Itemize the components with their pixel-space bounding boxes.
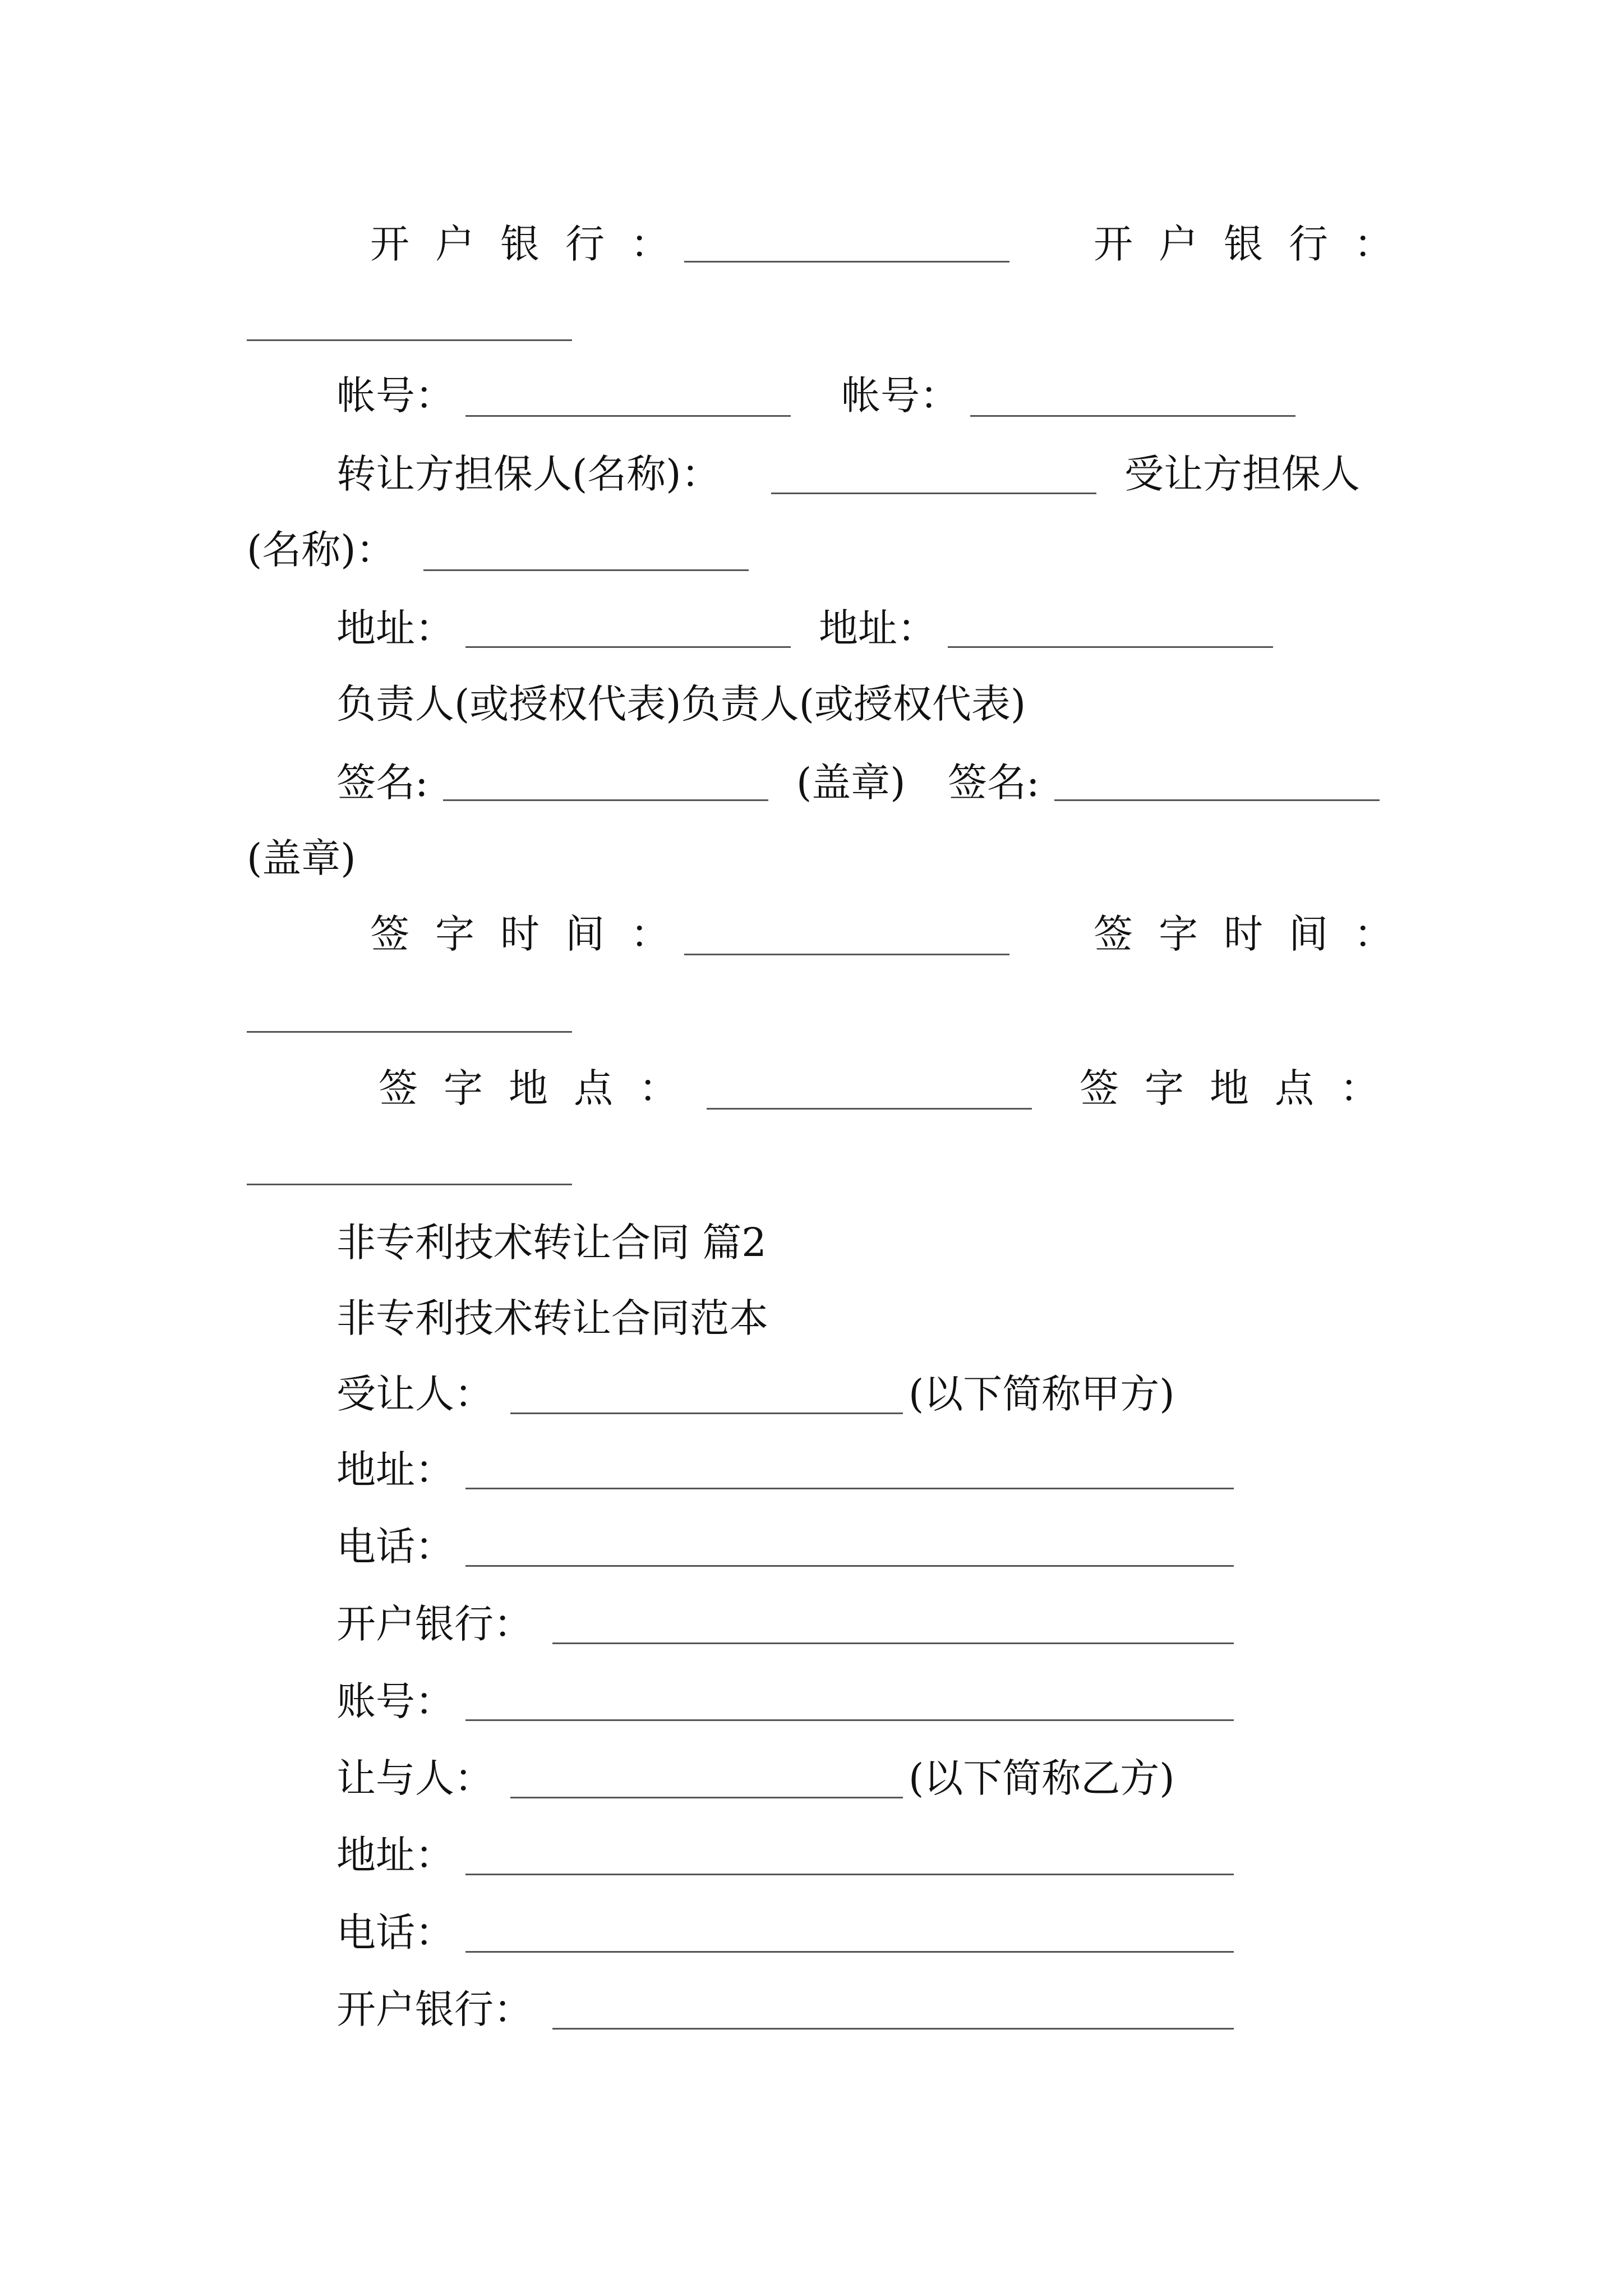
assignee-phone-label: 电话： (336, 1524, 454, 1570)
guarantor-blank-transferor[interactable] (771, 493, 1096, 494)
guarantor-label-transferee: 受让方担保人 (1124, 451, 1360, 497)
sign-time-label-transferee: 签字时间： (1094, 911, 1419, 957)
guarantor-blank-transferee[interactable] (423, 569, 749, 571)
bank-label-transferor: 开户银行： (370, 221, 695, 267)
address-label-transferee: 地址： (819, 605, 937, 651)
address-blank-transferee[interactable] (948, 646, 1273, 648)
signature-blank-transferee[interactable] (1054, 799, 1380, 801)
sign-place-label-transferee: 签字地点： (1080, 1065, 1405, 1111)
assignor-blank[interactable] (510, 1797, 903, 1798)
signature-label-transferee: 签名: (948, 760, 1040, 806)
assignor-bank-blank[interactable] (552, 2028, 1234, 2030)
assignee-address-label: 地址： (336, 1447, 454, 1493)
bank-label-transferee: 开户银行： (1094, 221, 1419, 267)
guarantor-label-transferor: 转让方担保人(名称)： (336, 451, 721, 497)
assignee-note: (以下简称甲方) (909, 1371, 1175, 1417)
assignee-label: 受让人： (336, 1371, 494, 1417)
assignor-bank-label: 开户银行： (336, 1986, 533, 2032)
assignee-bank-blank[interactable] (552, 1642, 1234, 1644)
assignee-blank[interactable] (510, 1412, 903, 1414)
signature-blank-transferor[interactable] (443, 799, 768, 801)
assignor-note: (以下简称乙方) (909, 1755, 1175, 1801)
account-label-transferor: 帐号： (336, 372, 454, 418)
seal-label-transferee: (盖章) (247, 835, 356, 881)
address-blank-transferor[interactable] (465, 646, 791, 648)
signature-label-transferor: 签名: (336, 760, 428, 806)
assignee-address-blank[interactable] (465, 1488, 1234, 1489)
sign-place-blank-transferor[interactable] (707, 1108, 1032, 1110)
responsible-person-label: 负责人(或授权代表)负责人(或授权代表) (336, 681, 1026, 727)
sign-time-blank-transferee[interactable] (247, 1031, 572, 1033)
bank-blank-transferee[interactable] (247, 339, 572, 341)
account-label-transferee: 帐号： (841, 372, 959, 418)
seal-label-transferor: (盖章) (796, 760, 906, 806)
section-heading: 非专利技术转让合同 篇2 (336, 1220, 767, 1266)
assignor-address-blank[interactable] (465, 1874, 1234, 1875)
sign-place-blank-transferee[interactable] (247, 1184, 572, 1185)
assignor-label: 让与人： (336, 1755, 494, 1801)
bank-blank-transferor[interactable] (684, 261, 1009, 263)
assignor-phone-label: 电话： (336, 1910, 454, 1955)
assignee-bank-label: 开户银行： (336, 1601, 533, 1647)
assignee-account-blank[interactable] (465, 1719, 1234, 1721)
assignee-phone-blank[interactable] (465, 1565, 1234, 1567)
account-blank-transferee[interactable] (970, 415, 1295, 417)
sign-place-label-transferor: 签字地点： (379, 1065, 704, 1111)
sign-time-label-transferor: 签字时间： (370, 911, 695, 957)
account-blank-transferor[interactable] (465, 415, 791, 417)
contract-template-title: 非专利技术转让合同范本 (336, 1295, 768, 1341)
address-label-transferor: 地址： (336, 605, 454, 651)
assignee-account-label: 账号： (336, 1678, 454, 1724)
guarantor-label-transferee-cont: (名称)： (247, 527, 395, 573)
sign-time-blank-transferor[interactable] (684, 954, 1009, 955)
assignor-address-label: 地址： (336, 1832, 454, 1878)
assignor-phone-blank[interactable] (465, 1951, 1234, 1953)
